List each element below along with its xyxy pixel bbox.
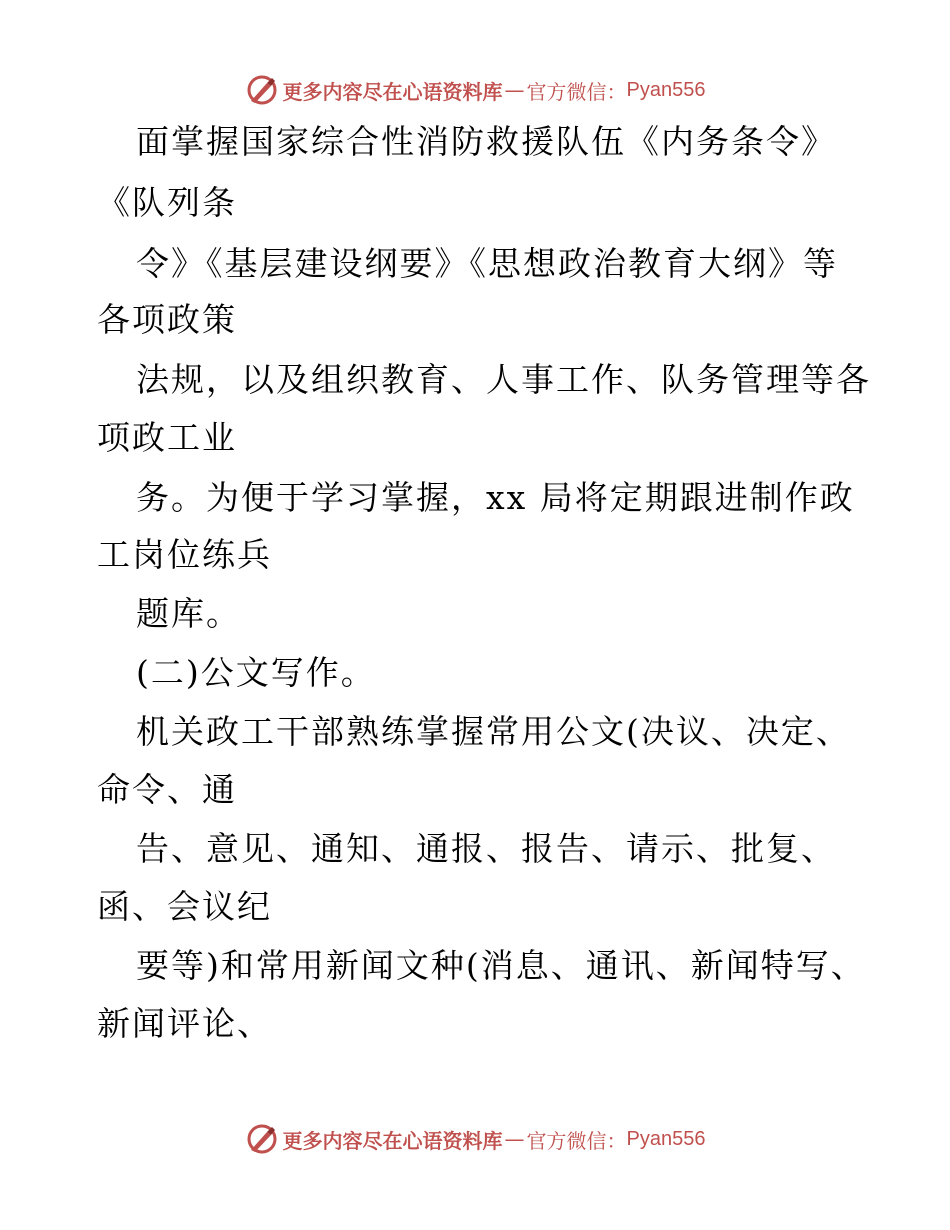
- header-wechat-id: Pyan556: [626, 78, 706, 101]
- footer-wechat-id: Pyan556: [626, 1127, 706, 1150]
- pen-circle-logo-icon: [245, 73, 279, 107]
- header-separator: —: [504, 78, 525, 102]
- body-line: 题库。: [136, 594, 241, 633]
- body-line: 告、意见、通知、通报、报告、请示、批复、: [136, 829, 836, 868]
- footer-separator: —: [504, 1127, 525, 1151]
- body-line: 机关政工干部熟练掌握常用公文(决议、决定、: [136, 712, 851, 751]
- body-line: 法规，以及组织教育、人事工作、队务管理等各: [136, 360, 871, 399]
- body-line: 各项政策: [97, 300, 237, 339]
- pen-circle-logo-icon: [245, 1122, 279, 1156]
- body-line: 新闻评论、: [97, 1004, 272, 1043]
- body-line: 令》《基层建设纲要》《思想政治教育大纲》等: [136, 244, 838, 283]
- body-line: 函、会议纪: [97, 887, 272, 926]
- body-line: 《队列条: [97, 183, 237, 222]
- body-line: 要等)和常用新闻文种(消息、通讯、新闻特写、: [136, 946, 866, 985]
- body-line: 务。为便于学习掌握，xx 局将定期跟进制作政: [136, 478, 855, 517]
- footer-brand-text: 更多内容尽在心语资料库: [282, 1128, 503, 1153]
- body-line: 项政工业: [97, 418, 237, 457]
- body-line: 面掌握国家综合性消防救援队伍《内务条令》: [136, 122, 836, 161]
- body-line: (二)公文写作。: [136, 653, 376, 692]
- body-line: 工岗位练兵: [97, 535, 272, 574]
- body-line: 命令、通: [97, 770, 237, 809]
- footer-official-label: 官方微信：: [526, 1128, 627, 1153]
- header-brand-text: 更多内容尽在心语资料库: [282, 79, 503, 104]
- footer-banner: [0, 1119, 950, 1159]
- header-official-label: 官方微信：: [526, 79, 627, 104]
- header-banner: [0, 70, 950, 110]
